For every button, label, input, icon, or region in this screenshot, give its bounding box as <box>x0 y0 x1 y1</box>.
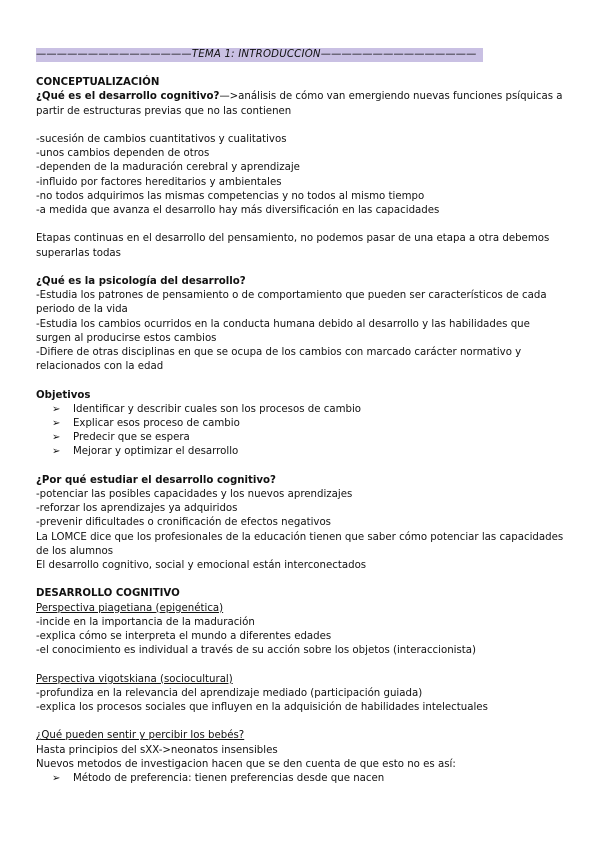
list-item: -Difiere de otras disciplinas en que se ocupa de los cambios con marcado carácter normativo y relacionados con la edad <box>36 347 522 373</box>
list-item: -profundiza en la relevancia del aprendizaje mediado (participación guiada) <box>36 687 423 699</box>
list-item: -dependen de la maduración cerebral y aprendizaje <box>36 162 300 174</box>
arrow-bullet-icon: ➢ <box>52 418 61 429</box>
list-item: ➢ Método de preferencia: tienen preferencias desde que nacen <box>36 772 566 786</box>
paragraph-definition <box>36 90 566 118</box>
document-page <box>36 48 566 786</box>
list-item: -Estudia los patrones de pensamiento o de comportamiento que pueden ser característicos de cada periodo de la vida <box>36 290 547 316</box>
subheading-piagetiana: Perspectiva piagetiana (epigenética) <box>36 602 224 614</box>
paragraph-interconectados: El desarrollo cognitivo, social y emocional están interconectados <box>36 560 367 572</box>
list-item: Nuevos metodos de investigacion hacen que se den cuenta de que esto no es así: <box>36 758 456 770</box>
heading-psicologia: ¿Qué es la psicología del desarrollo? <box>36 275 246 287</box>
arrow-bullet-icon: ➢ <box>52 446 61 458</box>
question-answer: —>análisis de cómo van emergiendo nuevas funciones psíquicas a partir de estructuras previas que no las contienen <box>36 91 563 117</box>
list-item: -explica cómo se interpreta el mundo a diferentes edades <box>36 631 332 643</box>
list-item: ➢ Identificar y describir cuales son los procesos de cambio <box>36 403 566 417</box>
paragraph-etapas: Etapas continuas en el desarrollo del pensamiento, no podemos pasar de una etapa a otra debemos superarlas todas <box>36 233 550 259</box>
heading-desarrollo-cognitivo: DESARROLLO COGNITIVO <box>36 588 180 600</box>
arrow-bullet-icon: ➢ <box>52 403 61 415</box>
list-item: ➢ Predecir que se espera <box>36 431 566 445</box>
list-item: -explica los procesos sociales que influyen en la adquisición de habilidades intelectuales <box>36 702 488 714</box>
list-item: ➢ Explicar esos proceso de cambio <box>36 417 566 431</box>
list-item: ➢ Mejorar y optimizar el desarrollo <box>36 445 566 459</box>
list-item: -no todos adquirimos las mismas competencias y no todos al mismo tiempo <box>36 190 425 202</box>
bebes-list <box>36 772 566 786</box>
subheading-vigotskiana: Perspectiva vigotskiana (sociocultural) <box>36 673 233 685</box>
title-banner: ———————————————TEMA 1: INTRODUCCIÓN——————————————— <box>36 48 483 62</box>
heading-objetivos: Objetivos <box>36 389 91 401</box>
list-item: -el conocimiento es individual a través de su acción sobre los objetos (interaccionista) <box>36 645 477 657</box>
list-item: -potenciar las posibles capacidades y los nuevos aprendizajes <box>36 489 353 500</box>
list-item: Hasta principios del sXX->neonatos insensibles <box>36 744 278 756</box>
heading-por-que: ¿Por qué estudiar el desarrollo cognitivo? <box>36 474 276 486</box>
list-item: -incide en la importancia de la maduración <box>36 616 255 628</box>
list-item: -influido por factores hereditarios y ambientales <box>36 176 282 188</box>
subheading-bebes: ¿Qué pueden sentir y percibir los bebés? <box>36 730 245 742</box>
arrow-bullet-icon: ➢ <box>52 773 61 785</box>
list-item: -sucesión de cambios cuantitativos y cualitativos <box>36 133 287 145</box>
arrow-bullet-icon: ➢ <box>52 432 61 444</box>
list-item: -reforzar los aprendizajes ya adquiridos <box>36 503 238 515</box>
list-item: -unos cambios dependen de otros <box>36 148 210 160</box>
objetivos-list <box>36 403 566 460</box>
list-item: -prevenir dificultades o cronificación de efectos negativos <box>36 517 331 529</box>
heading-conceptualizacion: CONCEPTUALIZACIÓN <box>36 77 160 89</box>
paragraph-lomce: La LOMCE dice que los profesionales de la educación tienen que saber cómo potenciar las capacidades de los alumnos <box>36 531 564 557</box>
question-bold: ¿Qué es el desarrollo cognitivo? <box>36 91 220 103</box>
list-item: -Estudia los cambios ocurridos en la conducta humana debido al desarrollo y las habilidades que surgen al producirse estos cambios <box>36 318 530 344</box>
list-item: -a medida que avanza el desarrollo hay más diversificación en las capacidades <box>36 205 440 216</box>
